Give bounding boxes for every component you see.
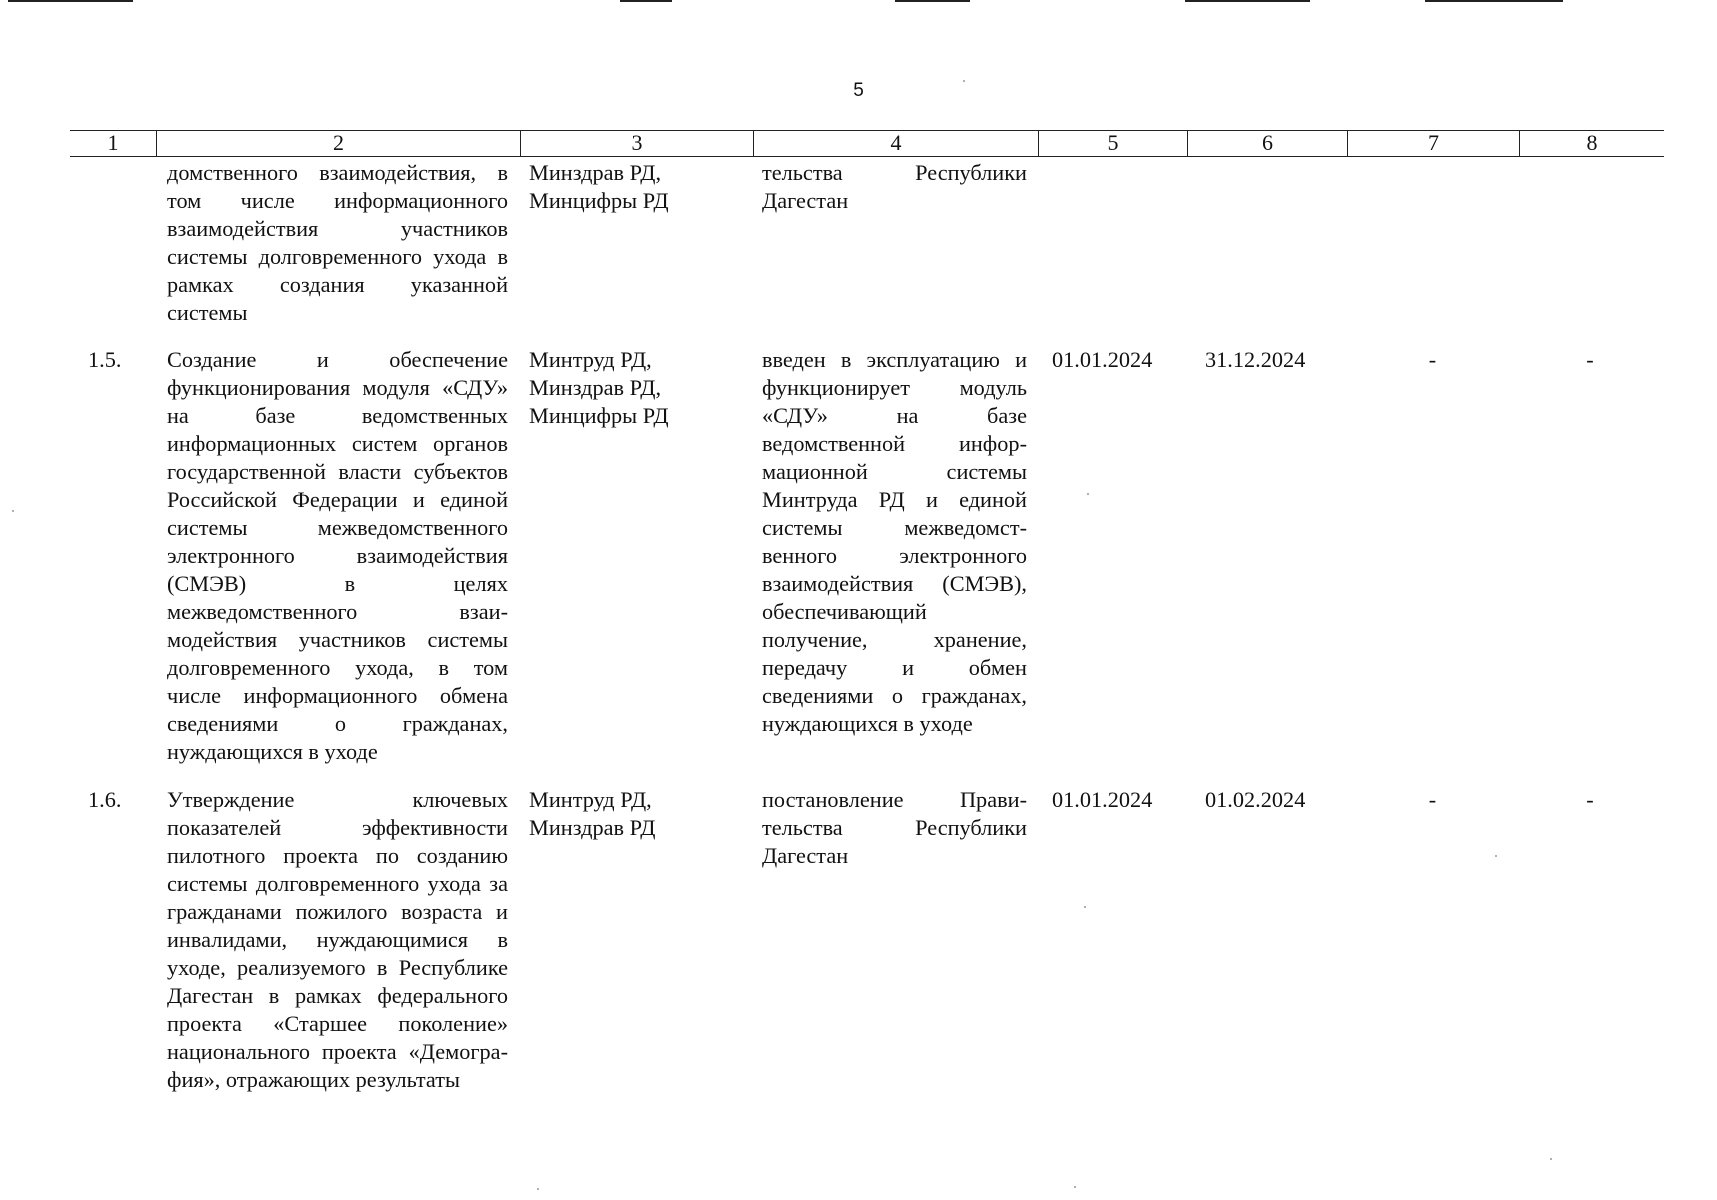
scan-speck: [1074, 1186, 1076, 1188]
top-edge-rule: [620, 0, 672, 2]
scan-speck: [1495, 855, 1497, 857]
header-col-6: 6: [1187, 131, 1347, 156]
scan-speck: [537, 1188, 539, 1190]
header-col-5: 5: [1038, 131, 1187, 156]
row-start-date: 01.01.2024: [1052, 787, 1153, 812]
header-col-4: 4: [753, 131, 1038, 156]
row-description: Создание и обеспечение функционирования модуля «СДУ» на базе ведомственных информационных систем органов государственной власти субъектов Российской Федерации и единой системы межведомственного электронного взаимодействия (СМЭВ) в целях межведомственного взаимодействия участников системы долговременного ухода, в том числе информационного обмена сведениями о гражданах, нуждающихся в уходе: [167, 347, 508, 764]
continuation-description: домственного взаимодействия, в том числе информационного взаимодействия участников системы долговременного ухода в рамках создания указанной системы: [167, 160, 508, 325]
row-col8: -: [1586, 347, 1594, 372]
row-result: введен в эксплуатацию и функционирует модуль «СДУ» на базе ведомственной информационной системы Минтруда РД и единой системы межведомственного электронного взаимодействия (СМЭВ), обеспечивающий получение, хранение, передачу и обмен сведениями о гражданах, нуждающихся в уходе: [762, 347, 1027, 736]
top-edge-rule: [8, 0, 133, 2]
row-responsible: Минтруд РД, Минздрав РД: [529, 787, 656, 840]
scan-speck: [1087, 493, 1089, 495]
row-description: Утверждение ключевых показателей эффективности пилотного проекта по созданию системы долговременного ухода за гражданами пожилого возраста и инвалидами, нуждающимися в уходе, реализуемого в Республике Дагестан в рамках федерального проекта «Старшее поколение» национального проекта «Демография», отражающих результаты: [167, 787, 508, 1092]
continuation-result: тельства Республики Дагестан: [762, 160, 1027, 213]
row-number: 1.5.: [88, 347, 122, 372]
top-edge-rule: [1425, 0, 1563, 2]
header-col-3: 3: [520, 131, 753, 156]
scan-speck: [1550, 1158, 1552, 1160]
row-responsible: Минтруд РД, Минздрав РД, Минцифры РД: [529, 347, 669, 428]
header-col-2: 2: [156, 131, 520, 156]
table-header-row: [70, 130, 1664, 157]
scan-speck: [963, 80, 965, 82]
scan-speck: [12, 510, 14, 512]
header-col-8: 8: [1519, 131, 1664, 156]
top-edge-rule: [895, 0, 970, 2]
row-col7: -: [1428, 787, 1437, 812]
top-edge-rule: [1185, 0, 1310, 2]
row-end-date: 31.12.2024: [1205, 347, 1306, 372]
scan-speck: [1084, 906, 1086, 908]
row-number: 1.6.: [88, 787, 122, 812]
row-start-date: 01.01.2024: [1052, 347, 1153, 372]
header-col-1: 1: [107, 130, 119, 155]
row-end-date: 01.02.2024: [1205, 787, 1306, 812]
page-number: 5: [853, 80, 864, 101]
header-col-7: 7: [1347, 131, 1519, 156]
row-col7: -: [1428, 347, 1437, 372]
continuation-responsible: Минздрав РД, Минцифры РД: [529, 160, 669, 213]
row-col8: -: [1586, 787, 1594, 812]
row-result: постановление Правительства Республики Дагестан: [762, 787, 1027, 868]
